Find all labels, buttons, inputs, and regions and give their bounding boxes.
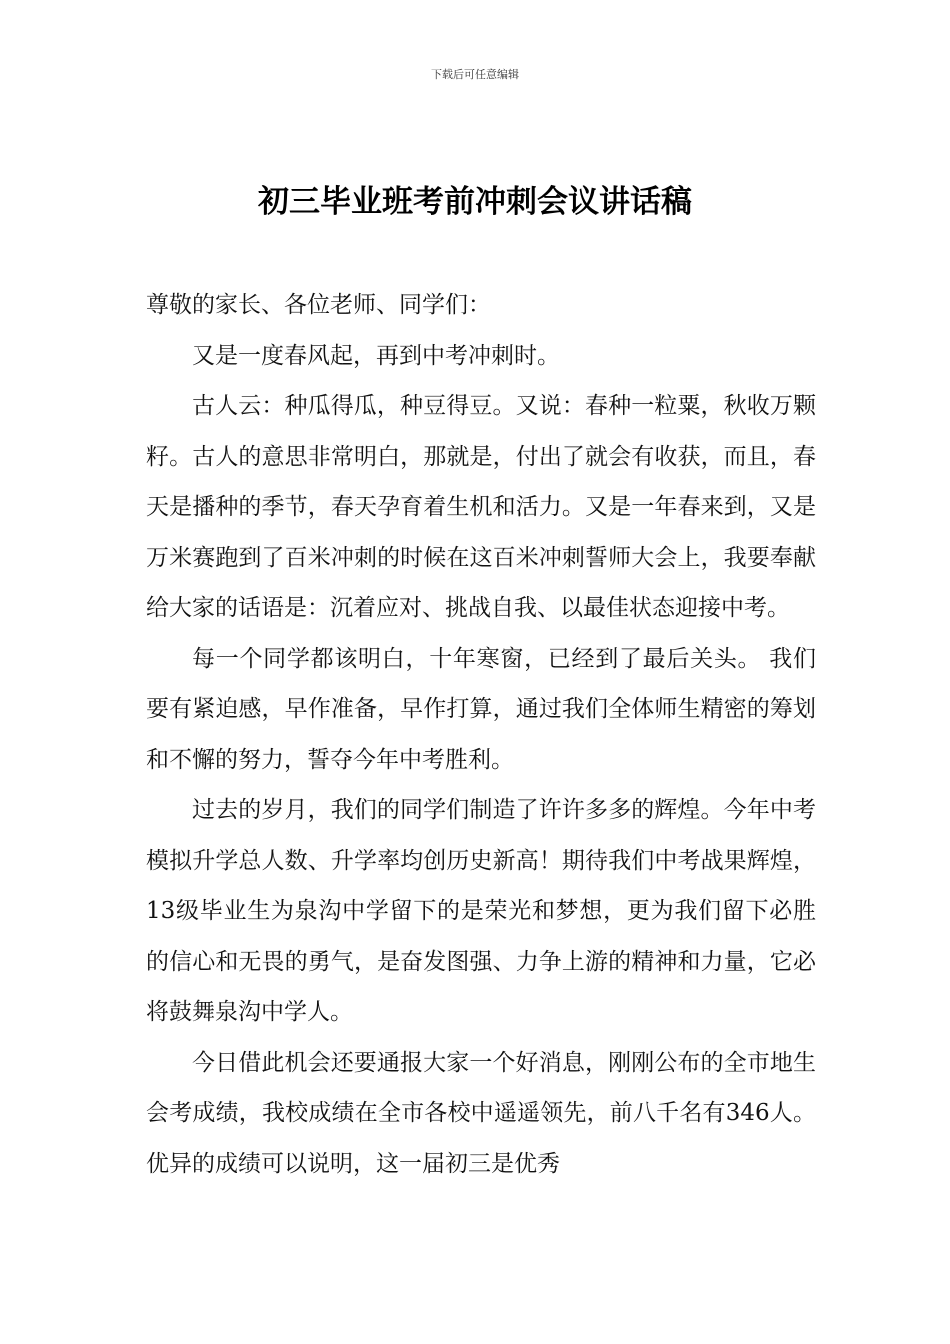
document-title: 初三毕业班考前冲刺会议讲话稿 bbox=[258, 184, 692, 220]
salutation: 尊敬的家长、各位老师、同学们： bbox=[146, 292, 491, 318]
paragraph-1: 又是一度春风起，再到中考冲刺时。 bbox=[192, 342, 560, 369]
paragraph-5: 今日借此机会还要通报大家一个好消息，刚刚公布的全市地生会考成绩，我校成绩在全市各校中遥遥领先，前八千名有346人。优异的成绩可以说明，这一届初三是优秀 bbox=[146, 1049, 816, 1177]
document-body bbox=[146, 280, 816, 1189]
paragraph-3: 每一个同学都该明白，十年寒窗，已经到了最后关头。 我们要有紧迫感，早作准备，早作打算，通过我们全体师生精密的筹划和不懈的努力，誓夺今年中考胜利。 bbox=[146, 645, 816, 773]
header-note: 下载后可任意编辑 bbox=[431, 68, 519, 81]
paragraph-4: 过去的岁月，我们的同学们制造了许许多多的辉煌。今年中考模拟升学总人数、升学率均创历史新高！期待我们中考战果辉煌，13级毕业生为泉沟中学留下的是荣光和梦想，更为我们留下必胜的信心和无畏的勇气，是奋发图强、力争上游的精神和力量，它必将鼓舞泉沟中学人。 bbox=[146, 797, 816, 1025]
paragraph-2: 古人云：种瓜得瓜，种豆得豆。又说：春种一粒粟，秋收万颗籽。古人的意思非常明白，那就是，付出了就会有收获，而且，春天是播种的季节，春天孕育着生机和活力。又是一年春来到，又是万米赛跑到了百米冲刺的时候在这百米冲刺誓师大会上，我要奉献给大家的话语是：沉着应对、挑战自我、以最佳状态迎接中考。 bbox=[146, 393, 816, 621]
